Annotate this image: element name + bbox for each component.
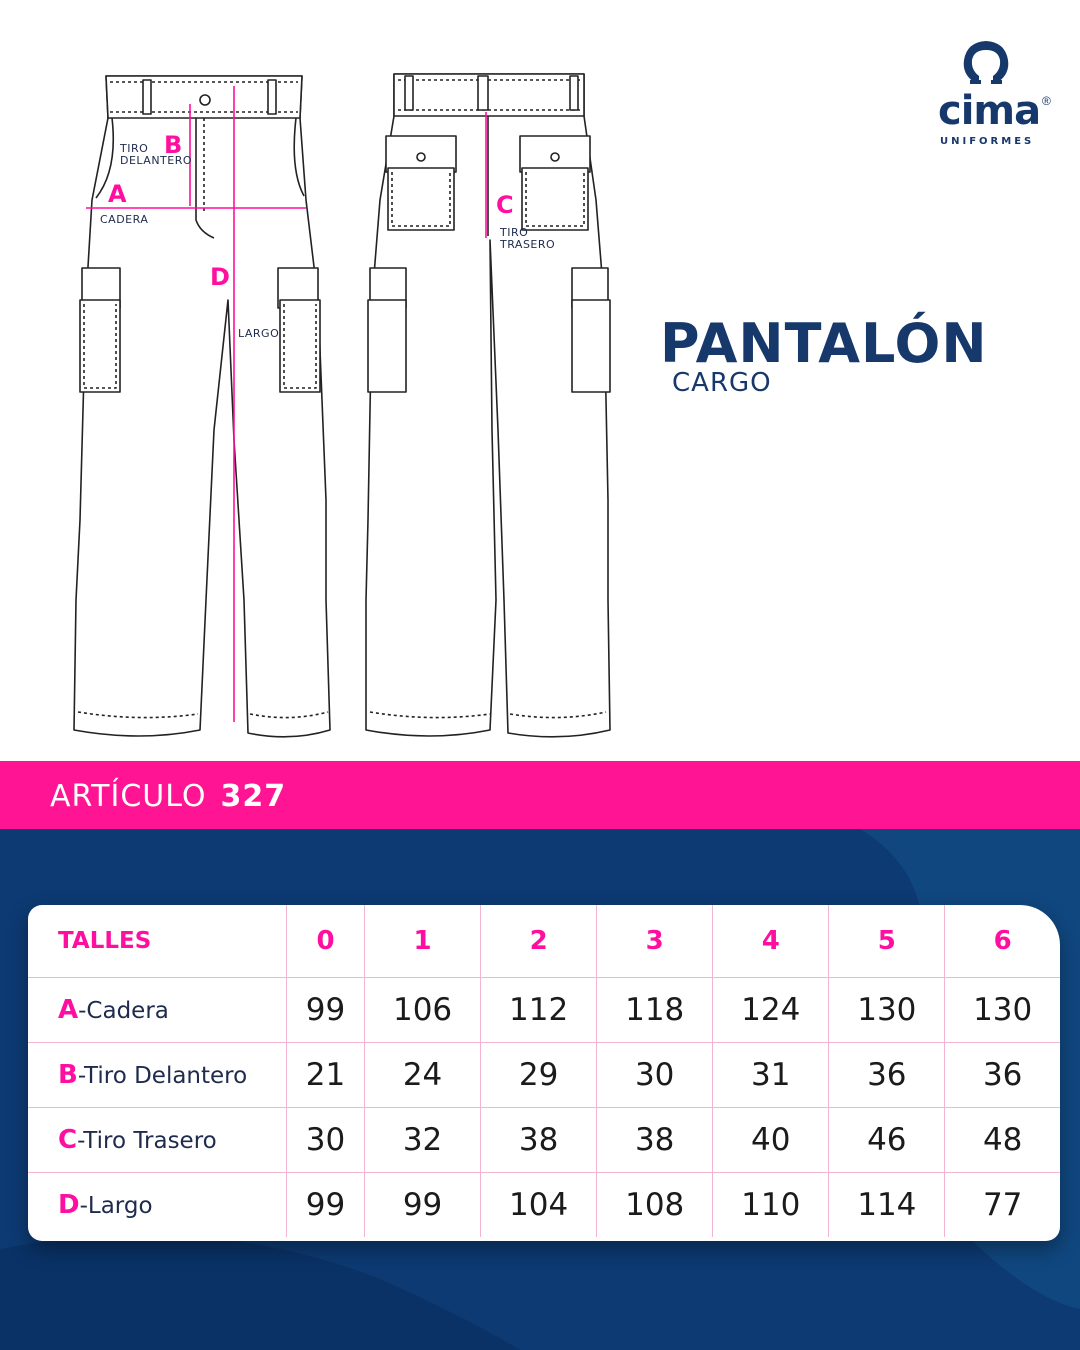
table-row [28,1108,1060,1173]
marker-b-text-1: TIRO [120,142,149,155]
table-cell: 130 [945,978,1060,1043]
article-band [0,761,1080,829]
table-cell: 108 [597,1173,713,1238]
marker-b-letter: B [164,131,183,159]
table-cell: 99 [287,978,365,1043]
row-letter: A [58,995,79,1025]
article-heading [50,779,286,814]
table-cell: 31 [713,1043,829,1108]
size-header: 1 [365,905,481,978]
table-cell: 48 [945,1108,1060,1173]
front-pants-outline [74,76,330,737]
row-name: -Tiro Delantero [77,1063,248,1089]
table-cell: 114 [829,1173,945,1238]
size-header: 0 [287,905,365,978]
table-cell: 118 [597,978,713,1043]
table-cell: 124 [713,978,829,1043]
table-cell: 38 [597,1108,713,1173]
marker-d-text: LARGO [238,327,280,340]
marker-d-letter: D [210,263,230,291]
table-cell: 38 [481,1108,597,1173]
row-letter: D [58,1190,80,1220]
table-cell: 40 [713,1108,829,1173]
table-cell: 46 [829,1108,945,1173]
size-header: 6 [945,905,1060,978]
table-cell: 130 [829,978,945,1043]
size-header: 4 [713,905,829,978]
marker-c-text-2: TRASERO [500,238,556,251]
marker-c-text-1: TIRO [500,226,529,239]
article-number: 327 [220,779,287,814]
table-cell: 29 [481,1043,597,1108]
table-cell: 99 [365,1173,481,1238]
product-title: PANTALÓN [660,312,988,375]
marker-b-text-2: DELANTERO [120,154,193,167]
brand-logo [930,36,1060,156]
table-cell: 77 [945,1173,1060,1238]
table-cell: 36 [829,1043,945,1108]
marker-a-text: CADERA [100,213,149,226]
marker-a-letter: A [108,180,127,208]
omega-icon [930,36,1060,96]
row-label-cadera [28,978,287,1043]
table-cell: 30 [287,1108,365,1173]
size-header: 5 [829,905,945,978]
talles-header: TALLES [58,928,152,954]
article-label: ARTÍCULO [50,779,207,814]
brand-name: cima [938,88,1041,134]
table-cell: 24 [365,1043,481,1108]
row-letter: C [58,1125,78,1155]
row-label-tiro-trasero [28,1108,287,1173]
size-table-card [28,905,1060,1241]
registered-mark: ® [1042,94,1051,108]
size-header: 3 [597,905,713,978]
marker-c-letter: C [496,191,514,219]
row-label-tiro-delantero [28,1043,287,1108]
table-cell: 99 [287,1173,365,1238]
row-letter: B [58,1060,78,1090]
size-header: 2 [481,905,597,978]
table-cell: 106 [365,978,481,1043]
size-table [28,905,1060,1237]
product-subtitle: CARGO [672,368,772,398]
pants-technical-drawing [0,0,640,760]
table-cell: 30 [597,1043,713,1108]
table-cell: 32 [365,1108,481,1173]
table-cell: 110 [713,1173,829,1238]
table-cell: 36 [945,1043,1060,1108]
brand-tagline: UNIFORMES [940,136,1035,147]
table-row [28,978,1060,1043]
table-row [28,1043,1060,1108]
row-name: -Tiro Trasero [77,1128,217,1154]
table-header-row [28,905,1060,978]
table-row [28,1173,1060,1238]
table-cell: 104 [481,1173,597,1238]
table-cell: 21 [287,1043,365,1108]
row-name: -Cadera [78,998,169,1024]
row-label-largo [28,1173,287,1238]
table-cell: 112 [481,978,597,1043]
row-name: -Largo [79,1193,153,1219]
